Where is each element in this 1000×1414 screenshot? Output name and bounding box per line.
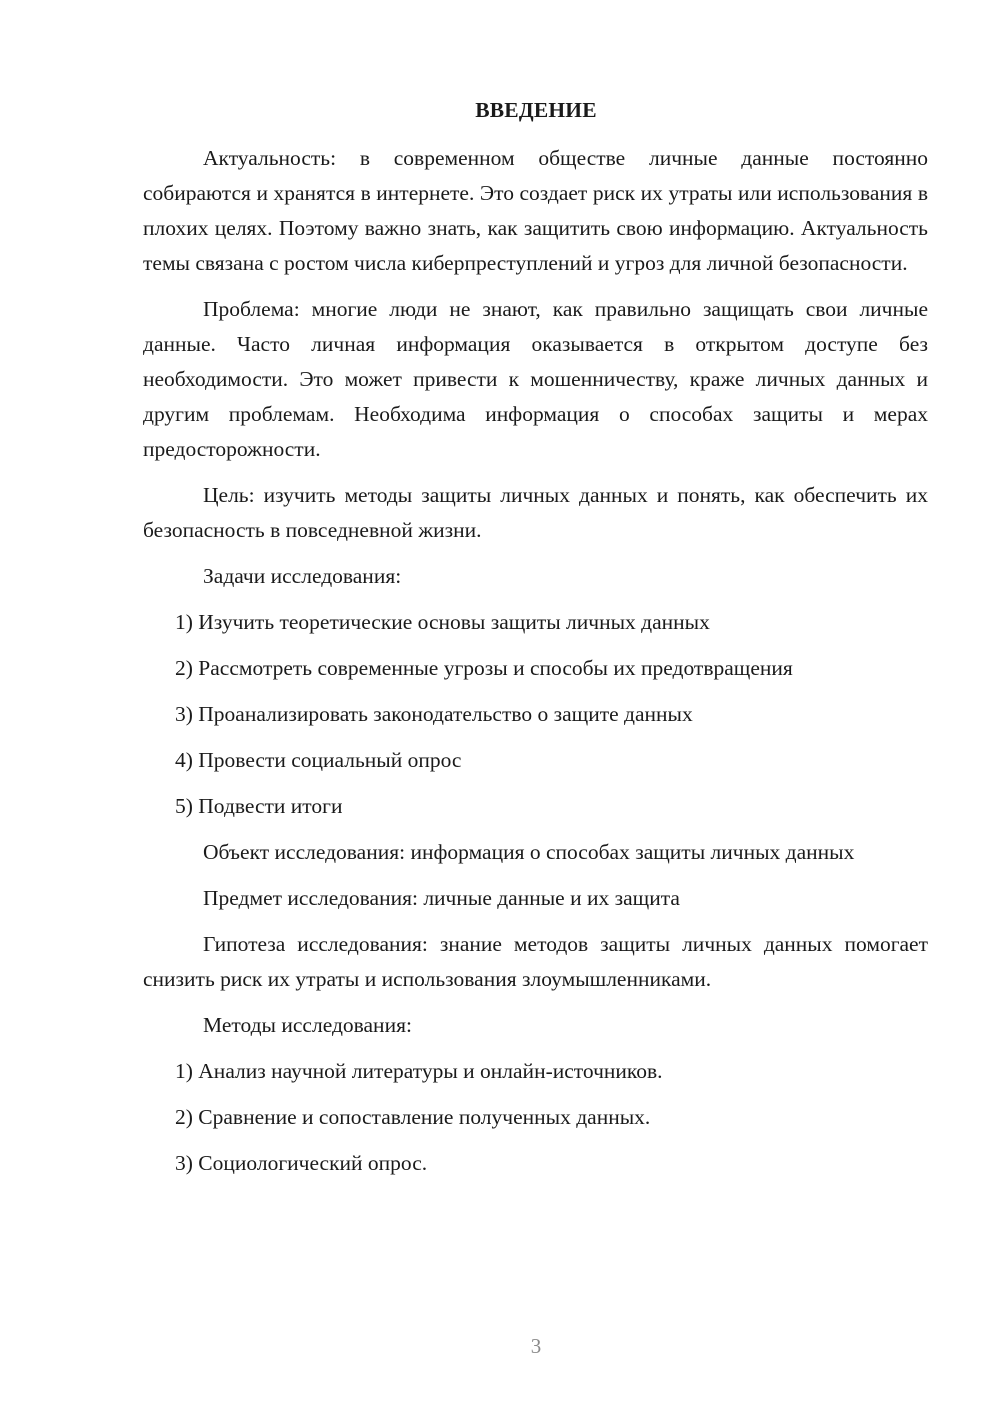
methods-heading: Методы исследования: xyxy=(203,1013,412,1037)
method-item: 1) Анализ научной литературы и онлайн-источников. xyxy=(175,1059,663,1083)
problem-paragraph: Проблема: многие люди не знают, как правильно защищать свои личные данные. Часто личная информация оказывается в открытом доступе без необходимости. Это может привести к мошенничеству, краже личных данных и другим проблемам. Необходима информация о способах защиты и мерах предосторожности. xyxy=(143,297,928,461)
object-paragraph: Объект исследования: информация о способах защиты личных данных xyxy=(203,840,855,864)
task-item: 4) Провести социальный опрос xyxy=(175,748,462,772)
section-heading: ВВЕДЕНИЕ xyxy=(475,98,597,122)
task-item: 3) Проанализировать законодательство о защите данных xyxy=(175,702,693,726)
page-number: 3 xyxy=(530,1334,542,1358)
task-item: 5) Подвести итоги xyxy=(175,794,343,818)
hypothesis-paragraph: Гипотеза исследования: знание методов защиты личных данных помогает снизить риск их утраты и использования злоумышленниками. xyxy=(143,932,928,991)
method-item: 2) Сравнение и сопоставление полученных данных. xyxy=(175,1105,651,1129)
task-item: 2) Рассмотреть современные угрозы и способы их предотвращения xyxy=(175,656,793,680)
relevance-paragraph: Актуальность: в современном обществе личные данные постоянно собираются и хранятся в интернете. Это создает риск их утраты или использования в плохих целях. Поэтому важно знать, как защитить свою информацию. Актуальность темы связана с ростом числа киберпреступлений и угроз для личной безопасности. xyxy=(143,146,928,275)
task-item: 1) Изучить теоретические основы защиты личных данных xyxy=(175,610,710,634)
subject-paragraph: Предмет исследования: личные данные и их защита xyxy=(203,886,680,910)
goal-paragraph: Цель: изучить методы защиты личных данных и понять, как обеспечить их безопасность в повседневной жизни. xyxy=(143,483,928,542)
tasks-heading: Задачи исследования: xyxy=(203,564,402,588)
section-body xyxy=(143,141,928,1181)
method-item: 3) Социологический опрос. xyxy=(175,1151,428,1175)
